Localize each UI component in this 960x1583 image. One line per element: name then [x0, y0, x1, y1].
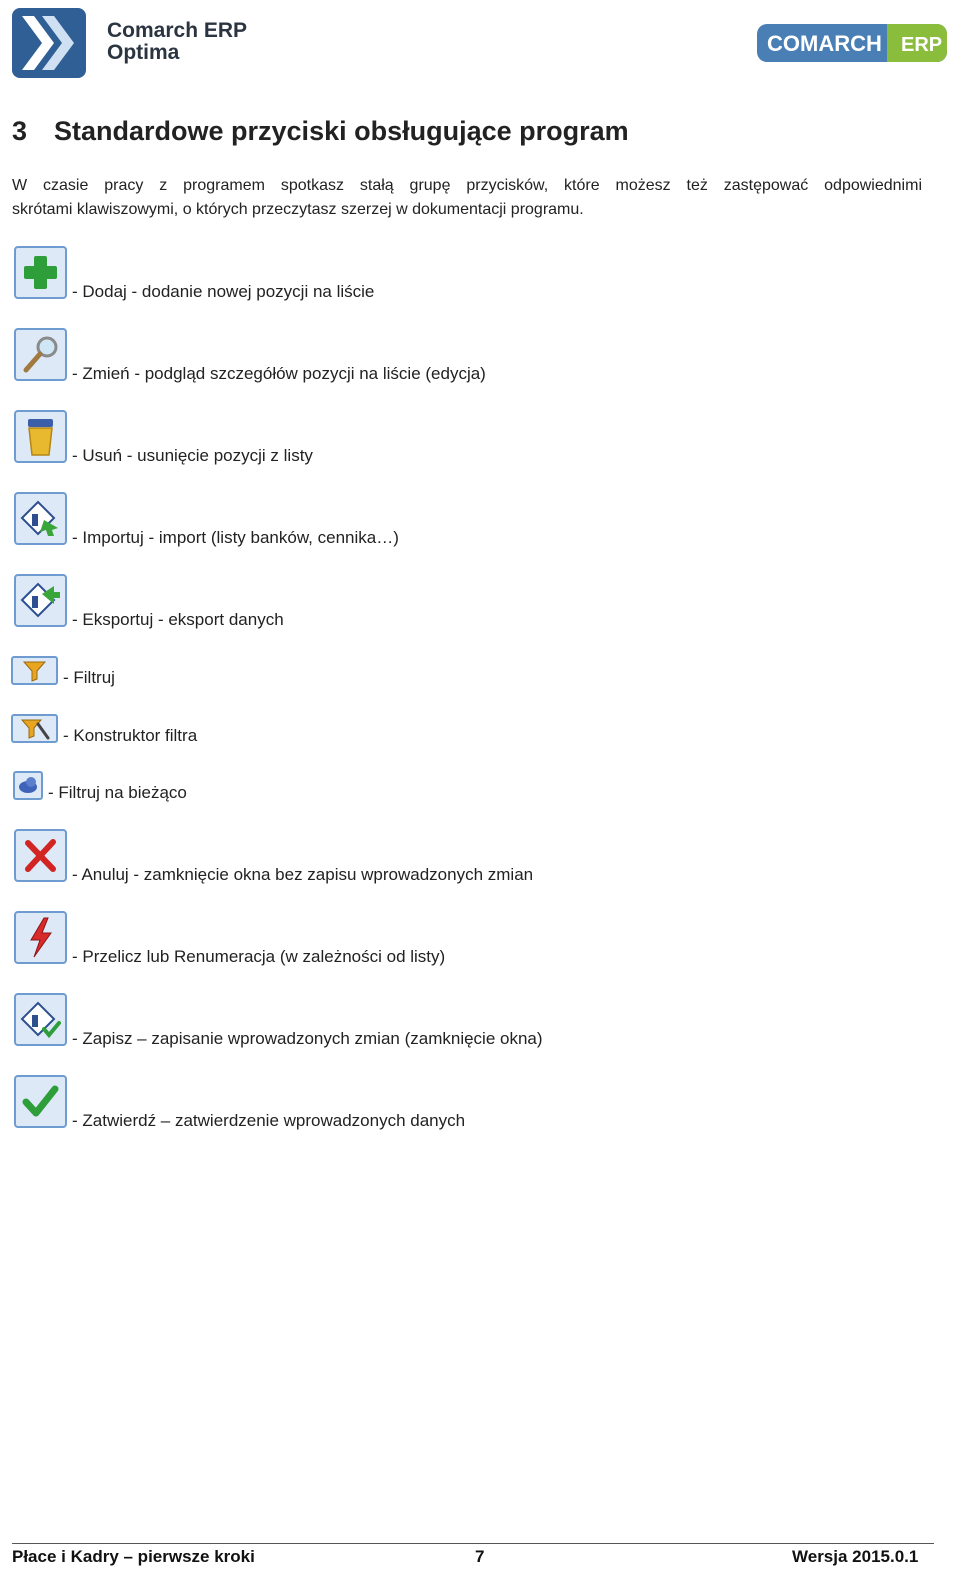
brand-line-2: Optima — [107, 41, 180, 64]
button-item-label: - Zatwierdź – zatwierdzenie wprowadzonych danych — [72, 1111, 466, 1130]
button-item-label: - Dodaj - dodanie nowej pozycji na liście — [72, 282, 375, 301]
lightning-icon[interactable] — [14, 911, 67, 964]
footer-divider — [12, 1543, 934, 1544]
button-item-filter-builder — [11, 714, 58, 743]
funnel-icon[interactable] — [11, 656, 58, 685]
funnel-tool-icon[interactable] — [11, 714, 58, 743]
button-item-label: - Konstruktor filtra — [63, 726, 198, 745]
trash-bin-icon[interactable] — [14, 410, 67, 463]
button-item-import — [14, 492, 67, 545]
button-item-cancel — [14, 829, 67, 882]
button-item-edit — [14, 328, 67, 381]
logo-main-text: COMARCH — [767, 31, 882, 56]
section-heading — [12, 116, 629, 147]
button-item-label: - Przelicz lub Renumeracja (w zależności od listy) — [72, 947, 446, 966]
export-disk-icon[interactable] — [14, 574, 67, 627]
button-item-label: - Filtruj na bieżąco — [48, 783, 187, 802]
button-item-confirm — [14, 1075, 67, 1128]
button-item-delete — [14, 410, 67, 463]
button-item-add — [14, 246, 67, 299]
cancel-x-icon[interactable] — [14, 829, 67, 882]
button-item-label: - Eksportuj - eksport danych — [72, 610, 284, 629]
button-item-filter — [11, 656, 58, 685]
add-plus-icon[interactable] — [14, 246, 67, 299]
brand-name — [107, 20, 247, 64]
button-item-label: - Anuluj - zamknięcie okna bez zapisu wprowadzonych zmian — [72, 865, 534, 884]
live-filter-icon[interactable] — [13, 771, 43, 800]
save-disk-icon[interactable] — [14, 993, 67, 1046]
brand-line-1: Comarch ERP — [107, 19, 248, 42]
button-item-label: - Filtruj — [63, 668, 115, 687]
button-item-export — [14, 574, 67, 627]
checkmark-icon[interactable] — [14, 1075, 67, 1128]
intro-paragraph — [12, 174, 922, 222]
button-item-label: - Importuj - import (listy banków, cennika…) — [72, 528, 399, 547]
button-item-label: - Usuń - usunięcie pozycji z listy — [72, 446, 313, 465]
comarch-erp-logo-icon — [757, 24, 947, 62]
button-item-label: - Zapisz – zapisanie wprowadzonych zmian (zamknięcie okna) — [72, 1029, 543, 1048]
intro-line-1: W czasie pracy z programem spotkasz stałą grupę przycisków, które możesz też zastępować odpowiednimi — [12, 177, 922, 194]
footer-version: Wersja 2015.0.1 — [792, 1547, 919, 1566]
button-item-label: - Zmień - podgląd szczegółów pozycji na liście (edycja) — [72, 364, 486, 383]
button-item-recalculate — [14, 911, 67, 964]
logo-tag-text: ERP — [901, 34, 943, 56]
import-disk-icon[interactable] — [14, 492, 67, 545]
magnifier-icon[interactable] — [14, 328, 67, 381]
button-item-save — [14, 993, 67, 1046]
comarch-optima-logo-icon — [12, 8, 86, 78]
footer-document-title: Płace i Kadry – pierwsze kroki — [12, 1547, 255, 1566]
intro-line-2: skrótami klawiszowymi, o których przeczytasz szerzej w dokumentacji programu. — [12, 201, 584, 218]
section-title: Standardowe przyciski obsługujące program — [54, 116, 629, 146]
footer-page-number: 7 — [475, 1547, 485, 1566]
button-item-live-filter — [13, 771, 43, 800]
section-number: 3 — [12, 116, 28, 146]
